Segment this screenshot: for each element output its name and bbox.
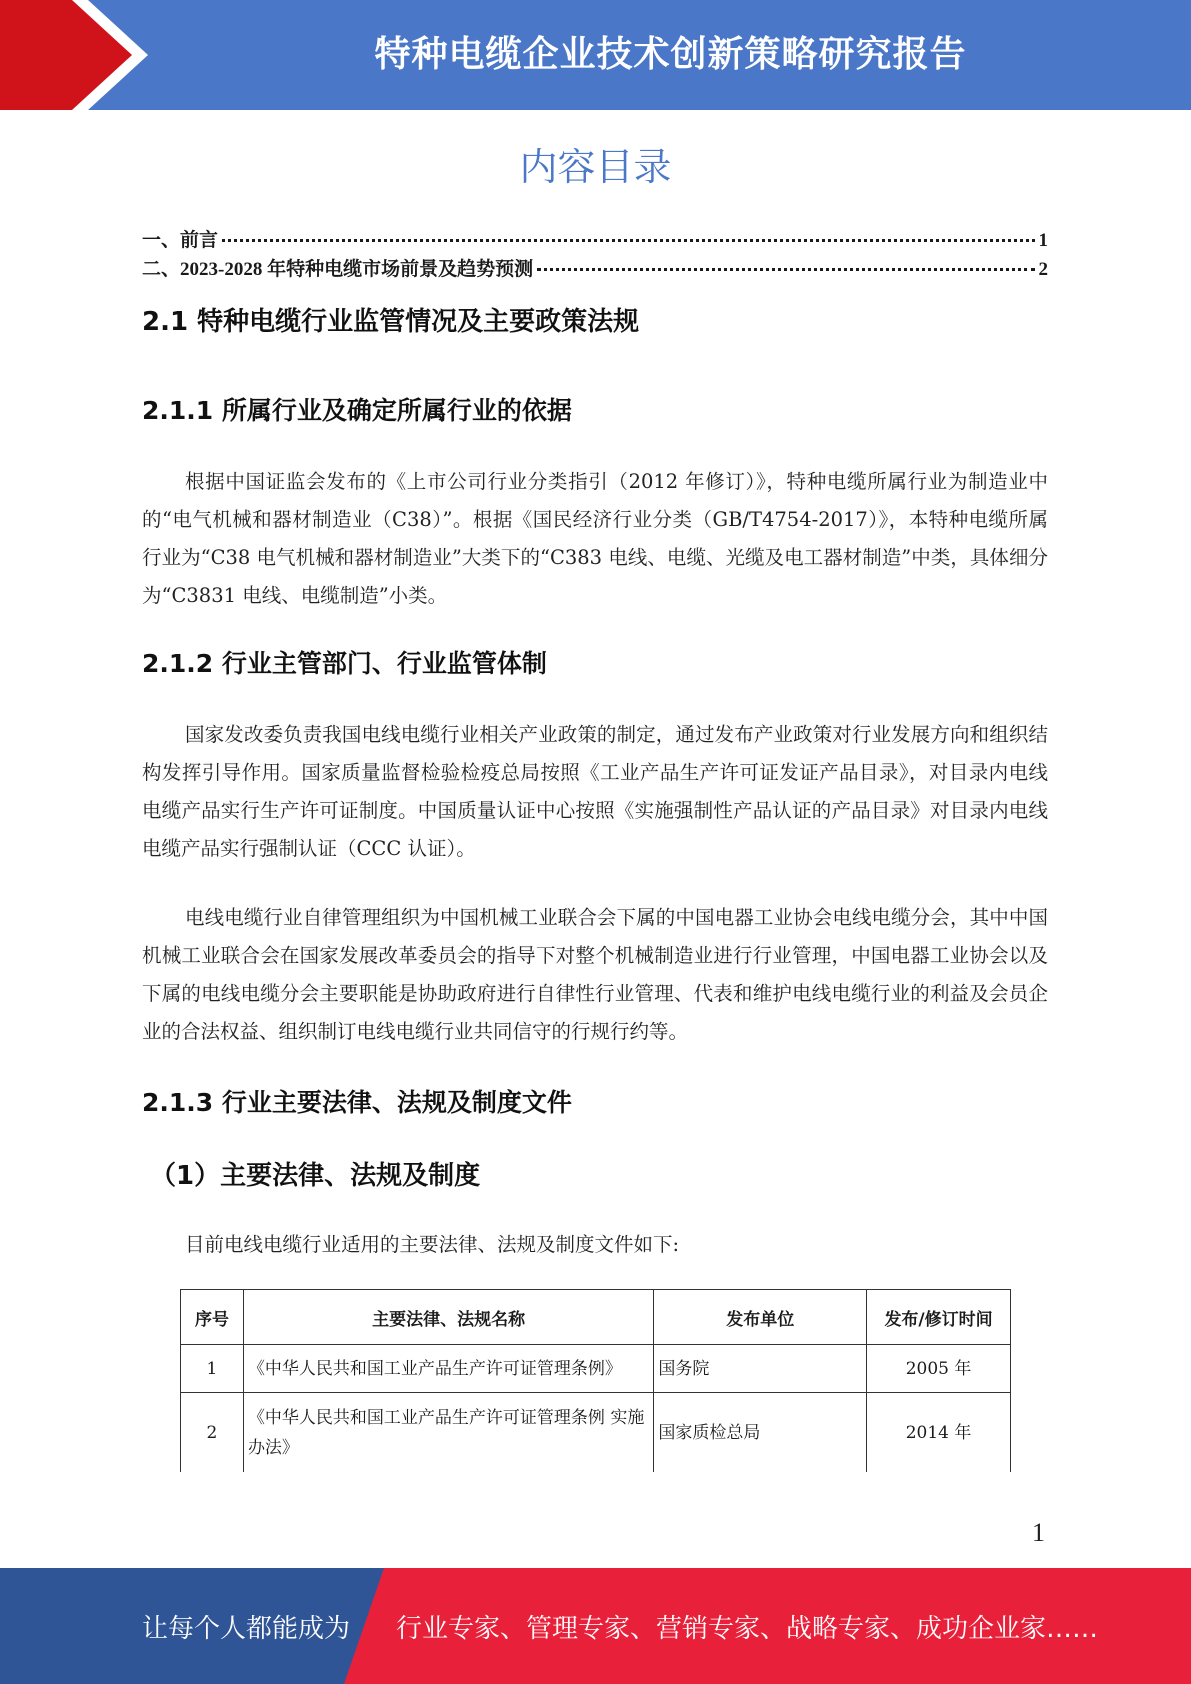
table-cell: 《中华人民共和国工业产品生产许可证管理条例》 [243,1345,653,1393]
toc-entry[interactable] [142,225,1048,254]
section-heading-2-1: 2.1 特种电缆行业监管情况及主要政策法规 [142,307,640,337]
table-header-cell: 发布/修订时间 [867,1290,1011,1345]
table-cell: 2005 年 [867,1345,1011,1393]
table-of-contents [142,225,1048,283]
toc-entry-label: 二、2023-2028 年特种电缆市场前景及趋势预测 [142,259,534,280]
table-cell: 2014 年 [867,1393,1011,1473]
table-header-row [181,1290,1011,1345]
law-table [180,1289,1011,1472]
table-intro-paragraph: 目前电线电缆行业适用的主要法律、法规及制度文件如下: [185,1233,680,1256]
page-title: 内容目录 [519,145,672,189]
table-cell: 国务院 [654,1345,867,1393]
body-paragraph: 根据中国证监会发布的《上市公司行业分类指引（2012 年修订）》，特种电缆所属行业为制造业中的“电气机械和器材制造业（C38）”。根据《国民经济行业分类（GB/T4754-2017）》，本特种电缆所属行业为“C38 电气机械和器材制造业”大类下的“C383 电线、电缆、光缆及电工器材制造”中类，具体细分为“C3831 电线、电缆制造”小类。 [142,470,1048,607]
toc-dot-leader [222,239,1034,242]
page-footer [0,1568,1191,1684]
section-heading-2-1-2: 2.1.2 行业主管部门、行业监管体制 [142,649,547,678]
toc-entry[interactable] [142,254,1048,283]
law-table-container [170,1289,1021,1472]
table-cell: 国家质检总局 [654,1393,867,1473]
section-heading-2-1-3: 2.1.3 行业主要法律、法规及制度文件 [142,1088,572,1117]
footer-slogan-right: 行业专家、管理专家、营销专家、战略专家、成功企业家…… [396,1614,1099,1644]
toc-entry-label: 一、前言 [142,230,219,251]
footer-slogan-left: 让每个人都能成为 [142,1614,351,1644]
table-row [181,1393,1011,1473]
body-paragraph: 国家发改委负责我国电线电缆行业相关产业政策的制定，通过发布产业政策对行业发展方向和组织结构发挥引导作用。国家质量监督检验检疫总局按照《工业产品生产许可证发证产品目录》，对目录内电线电缆产品实行生产许可证制度。中国质量认证中心按照《实施强制性产品认证的产品目录》对目录内电线电缆产品实行强制认证（CCC 认证）。 [142,723,1048,860]
table-cell: 《中华人民共和国工业产品生产许可证管理条例 实施办法》 [243,1393,653,1473]
section-heading-2-1-1: 2.1.1 所属行业及确定所属行业的依据 [142,396,572,425]
table-header-cell: 主要法律、法规名称 [243,1290,653,1345]
page-number: 1 [1032,1518,1045,1547]
toc-entry-page: 1 [1038,230,1048,251]
toc-dot-leader [537,268,1034,271]
toc-entry-page: 2 [1038,259,1048,280]
table-cell: 2 [181,1393,244,1473]
table-header-cell: 发布单位 [654,1290,867,1345]
report-title: 特种电缆企业技术创新策略研究报告 [374,34,967,75]
body-paragraph: 电线电缆行业自律管理组织为中国机械工业联合会下属的中国电器工业协会电线电缆分会，其中中国机械工业联合会在国家发展改革委员会的指导下对整个机械制造业进行行业管理，中国电器工业协会以及下属的电线电缆分会主要职能是协助政府进行自律性行业管理、代表和维护电线电缆行业的利益及会员企业的合法权益、组织制订电线电缆行业共同信守的行规行约等。 [142,906,1048,1043]
table-row [181,1345,1011,1393]
page-header [0,0,1191,110]
table-header-cell: 序号 [181,1290,244,1345]
subsection-heading: （1）主要法律、法规及制度 [150,1161,481,1191]
table-cell: 1 [181,1345,244,1393]
